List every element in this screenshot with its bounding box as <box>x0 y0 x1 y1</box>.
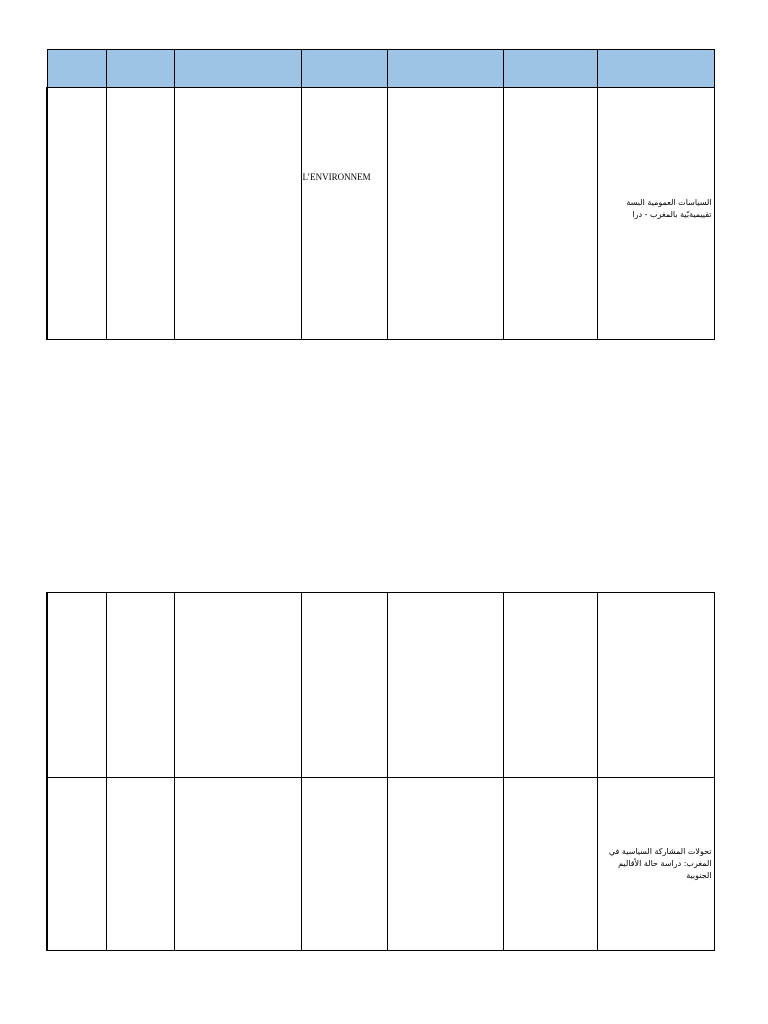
header-cell-2 <box>106 50 174 88</box>
header-row <box>47 50 714 88</box>
table-row <box>47 593 714 778</box>
header-cell-4 <box>301 50 387 88</box>
cell-text-environnement: L’ENVIRONNEM <box>302 171 371 182</box>
table-cell <box>597 593 714 778</box>
table-cell <box>387 593 503 778</box>
cell-text-political-participation: تحولات المشاركة السياسية في المغرب: دراسة حالة الأقاليم الجنوبية <box>608 847 712 880</box>
table-cell <box>387 88 503 340</box>
spreadsheet-table-top <box>46 49 715 340</box>
table-cell <box>106 593 174 778</box>
header-cell-6 <box>503 50 597 88</box>
spreadsheet-table-bottom <box>46 592 715 951</box>
table-cell <box>503 88 597 340</box>
table-cell <box>301 88 387 340</box>
table-row <box>47 778 714 951</box>
cell-text-public-policies: السياسات العمومية البسة تقييميةبّية بالمغرب - درا <box>626 197 712 219</box>
table-cell <box>597 88 714 340</box>
header-cell-5 <box>387 50 503 88</box>
header-cell-1 <box>47 50 106 88</box>
table-cell <box>174 593 301 778</box>
table-cell <box>503 778 597 951</box>
header-cell-7 <box>597 50 714 88</box>
table-cell <box>174 778 301 951</box>
table-cell <box>47 88 106 340</box>
table-cell <box>387 778 503 951</box>
table-cell <box>503 593 597 778</box>
table-cell <box>301 593 387 778</box>
table-cell <box>301 778 387 951</box>
header-cell-3 <box>174 50 301 88</box>
table-cell <box>106 88 174 340</box>
table-cell <box>47 778 106 951</box>
table-cell <box>174 88 301 340</box>
table-cell <box>597 778 714 951</box>
table-cell <box>47 593 106 778</box>
table-row <box>47 88 714 340</box>
table-cell <box>106 778 174 951</box>
